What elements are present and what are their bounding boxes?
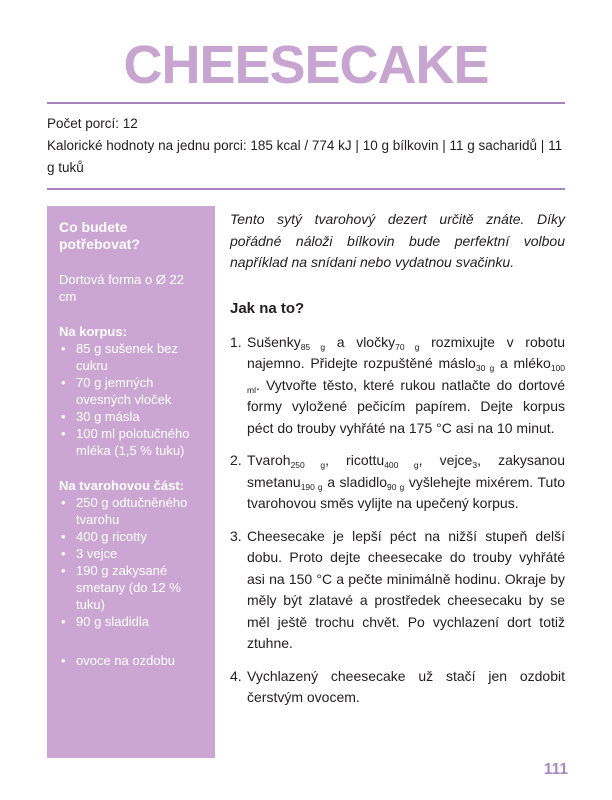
- method-column: [230, 206, 565, 709]
- ingredient-section: [59, 323, 203, 459]
- ingredient-list: [59, 494, 203, 630]
- ingredient-item: • 3 vejce: [59, 545, 203, 562]
- ingredient-section-title: Na korpus:: [59, 324, 127, 339]
- intro-paragraph: Tento sytý tvarohový dezert určitě znáte. Díky pořádné náloži bílkovin bude perfektní volbou například na snídani nebo vydatnou svačinku.: [230, 211, 565, 270]
- page-number: 111: [543, 761, 568, 778]
- page-content: [47, 0, 565, 758]
- servings-line: Počet porcí: 12: [47, 116, 138, 131]
- nutrition-line: Kalorické hodnoty na jednu porci: 185 kcal / 774 kJ | 10 g bílkovin | 11 g sacharidů | 11 g tuků: [47, 138, 563, 175]
- quantity-subscript: 100 ml: [247, 363, 565, 395]
- quantity-subscript: 250 g: [290, 460, 326, 470]
- method-step: Cheesecake je lepší péct na nižší stupeň delší dobu. Proto dejte cheesecake do trouby vyhřáté asi na 150 °C a pečte minimálně hodinu. Okraje by měly být zlatavé a prostředek cheesecaku by se měl ještě trochu chvět. Po vychlazení dort totiž ztuhne.: [247, 527, 565, 651]
- ingredient-item: • 400 g ricotty: [59, 528, 203, 545]
- method-steps: [230, 332, 565, 709]
- quantity-subscript: 190 g: [300, 481, 323, 492]
- quantity-subscript: 3: [472, 460, 478, 470]
- ingredient-item: • 190 g zakysané smetany (do 12 % tuku): [59, 562, 203, 613]
- quantity-subscript: 30 g: [475, 363, 495, 373]
- garnish-item: • ovoce na ozdobu: [59, 652, 203, 669]
- quantity-subscript: 70 g: [395, 341, 420, 352]
- ingredient-item: • 85 g sušenek bez cukru: [59, 340, 203, 374]
- ingredient-item: • 30 g másla: [59, 408, 203, 425]
- ingredient-section: [59, 477, 203, 630]
- page-title: CHEESECAKE: [123, 35, 489, 95]
- ingredient-list: [59, 340, 203, 459]
- garnish-list: [59, 652, 203, 669]
- equipment-note: Dortová forma o Ø 22 cm: [59, 272, 184, 304]
- ingredients-panel: [47, 206, 215, 758]
- ingredient-item: • 70 g jemných ovesných vloček: [59, 374, 203, 408]
- method-heading: Jak na to?: [230, 299, 305, 317]
- quantity-subscript: 400 g: [384, 460, 419, 470]
- ingredients-heading: Co budete potřebovat?: [59, 219, 140, 252]
- ingredient-item: • 250 g odtučněného tvarohu: [59, 494, 203, 528]
- quantity-subscript: 85 g: [300, 341, 326, 352]
- method-step: Sušenky$_{85 g}$ a vločky$_{70 g}$ rozmixujte v robotu najemno. Přidejte rozpuštěné máslo$_{30 g}$ a mléko$_{100 ml}$. Vytvořte těsto, které rukou natlačte do dortové formy vyložené pečicím papírem. Dejte korpus péct do trouby vyhřáté na 175 °C asi na 10 minut.: [247, 333, 565, 436]
- method-step: Vychlazený cheesecake už stačí jen ozdobit čerstvým ovocem.: [247, 667, 565, 705]
- quantity-subscript: 90 g: [387, 481, 405, 492]
- ingredient-section-title: Na tvarohovou část:: [59, 478, 184, 493]
- two-column-layout: [47, 206, 565, 758]
- ingredient-item: • 100 ml polotučného mléka (1,5 % tuku): [59, 425, 203, 459]
- ingredient-item: • 90 g sladidla: [59, 613, 203, 630]
- divider-bottom: [47, 188, 565, 190]
- ingredient-sections: [59, 323, 203, 630]
- meta-block: [47, 104, 565, 179]
- method-step: Tvaroh$_{250 g}$, ricottu$_{400 g}$, vejce$_3$, zakysanou smetanu$_{190 g}$ a sladidlo$_{90 g}$ vyšlehejte mixérem. Tuto tvarohovou směs vylijte na upečený korpus.: [247, 452, 565, 511]
